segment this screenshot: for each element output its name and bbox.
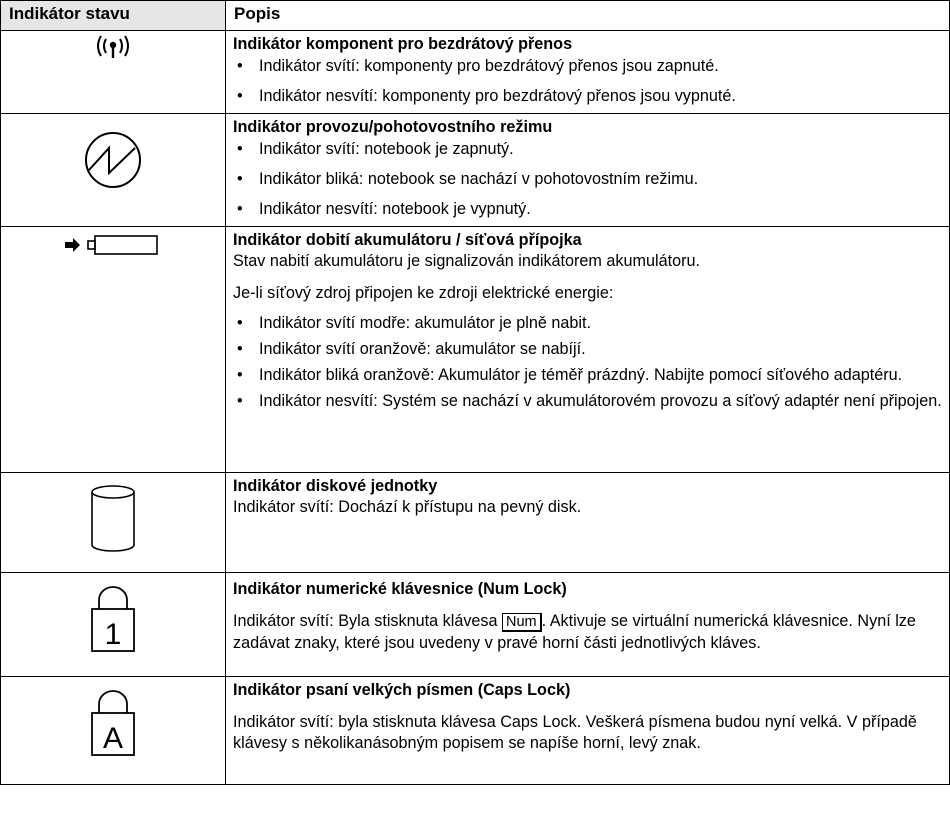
- disk-drive-icon: [88, 483, 138, 555]
- description-cell: [226, 473, 950, 573]
- paragraph: Indikátor svítí: Dochází k přístupu na pevný disk.: [233, 498, 582, 516]
- row-title: Indikátor dobití akumulátoru / síťová přípojka: [233, 231, 582, 249]
- icon-cell: [1, 573, 226, 677]
- icon-cell: [1, 227, 226, 473]
- paragraph: Indikátor svítí: byla stisknuta klávesa Caps Lock. Veškerá písmena budou nyní velká. V případě klávesy s několikanásobným popisem se napíše horní, levý znak.: [233, 713, 917, 752]
- table-row: [1, 573, 950, 677]
- row-title: Indikátor diskové jednotky: [233, 477, 438, 495]
- description-cell: [226, 114, 950, 227]
- icon-cell: [1, 31, 226, 114]
- icon-cell: [1, 114, 226, 227]
- paragraph: Je-li síťový zdroj připojen ke zdroji elektrické energie:: [233, 284, 614, 302]
- description-cell: [226, 31, 950, 114]
- table-row: [1, 227, 950, 473]
- wireless-icon: [93, 35, 133, 65]
- row-title: Indikátor komponent pro bezdrátový přenos: [233, 35, 573, 53]
- num-lock-label: 1: [104, 618, 122, 651]
- row-title: Indikátor psaní velkých písmen (Caps Lock): [233, 681, 571, 699]
- description-cell: [226, 227, 950, 473]
- table-row: [1, 114, 950, 227]
- caps-lock-label: A: [102, 722, 124, 755]
- table-header-row: [1, 1, 950, 31]
- description-cell: [226, 573, 950, 677]
- header-indicator: Indikátor stavu: [1, 1, 226, 31]
- description-cell: [226, 677, 950, 785]
- bullet-item: • Indikátor svítí modře: akumulátor je plně nabit.: [233, 313, 943, 334]
- header-description: Popis: [226, 1, 950, 31]
- text-after-key: . Aktivuje se virtuální numerická klávesnice. Nyní lze zadávat znaky, které jsou uvedeny v pravé horní části jednotlivých kláves.: [233, 612, 916, 652]
- paragraph: [233, 611, 943, 654]
- bullet-item: • Indikátor bliká oranžově: Akumulátor je téměř prázdný. Nabijte pomocí síťového adaptéru.: [233, 365, 943, 386]
- icon-cell: [1, 473, 226, 573]
- row-title: Indikátor provozu/pohotovostního režimu: [233, 118, 553, 136]
- bullet-item: • Indikátor nesvítí: Systém se nachází v akumulátorovém provozu a síťový adaptér není připojen.: [233, 391, 943, 412]
- table-row: [1, 473, 950, 573]
- bullet-item: • Indikátor svítí oranžově: akumulátor se nabíjí.: [233, 339, 943, 360]
- table-row: [1, 31, 950, 114]
- num-key: Num: [502, 613, 542, 632]
- battery-charge-icon: [63, 233, 163, 257]
- bullet-item: • Indikátor svítí: notebook je zapnutý.: [233, 139, 943, 160]
- bullet-item: • Indikátor nesvítí: komponenty pro bezdrátový přenos jsou vypnuté.: [233, 86, 943, 107]
- caps-lock-icon: [88, 689, 138, 759]
- bullet-item: • Indikátor bliká: notebook se nachází v pohotovostním režimu.: [233, 169, 943, 190]
- table-row: [1, 677, 950, 785]
- icon-cell: [1, 677, 226, 785]
- bullet-item: • Indikátor nesvítí: notebook je vypnutý.: [233, 199, 943, 220]
- power-standby-icon: [81, 128, 145, 192]
- bullet-item: • Indikátor svítí: komponenty pro bezdrátový přenos jsou zapnuté.: [233, 56, 943, 77]
- row-title: Indikátor numerické klávesnice (Num Lock): [233, 580, 567, 598]
- paragraph: Stav nabití akumulátoru je signalizován indikátorem akumulátoru.: [233, 252, 700, 270]
- num-lock-icon: [88, 585, 138, 655]
- text-before-key: Indikátor svítí: Byla stisknuta klávesa: [233, 612, 503, 630]
